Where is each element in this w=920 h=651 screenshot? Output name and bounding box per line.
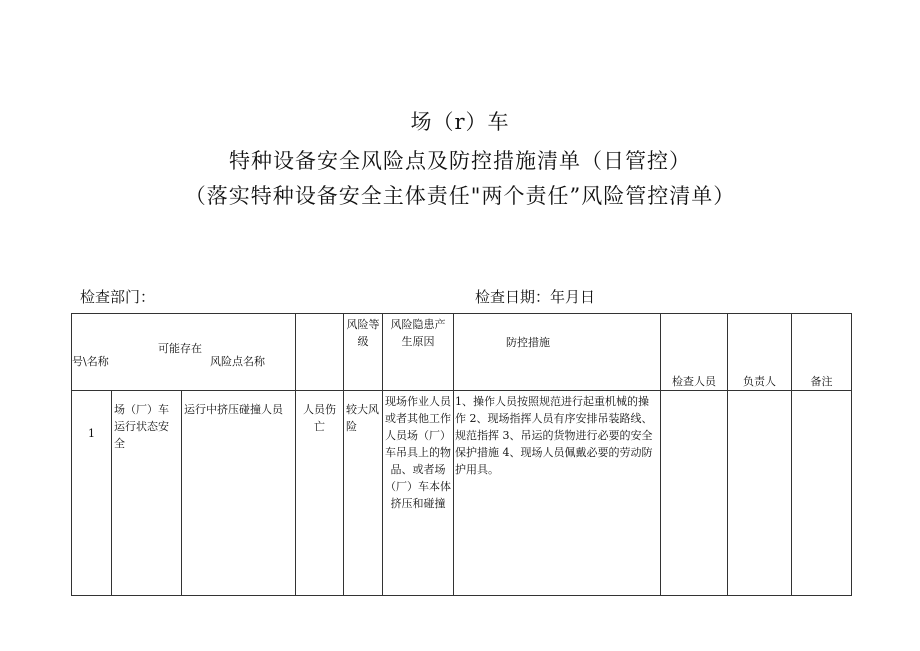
header-hazard-cause: 风险隐患产生原因: [383, 314, 454, 391]
row-risk-point: 运行中挤压碰撞人员: [182, 391, 296, 596]
document-title-line3: （落实特种设备安全主体责任"两个责任”风险管控清单）: [184, 184, 736, 208]
header-measures: 防控措施: [454, 314, 661, 391]
header-responsible: 负责人: [728, 314, 792, 391]
header-consequence-cell: [296, 314, 344, 391]
row-responsible: [728, 391, 792, 596]
row-no: 1: [72, 391, 112, 596]
row-inspector: [661, 391, 728, 596]
inspection-date-label: 检查日期：年月日: [475, 288, 596, 306]
header-inspector: 检查人员: [661, 314, 728, 391]
header-no-name-cell: [72, 314, 296, 391]
header-possible: 可能存在: [158, 342, 202, 355]
table-header-row: [72, 314, 852, 391]
document-title-line1: 场（r）车: [410, 110, 510, 134]
header-remarks: 备注: [792, 314, 852, 391]
row-remarks: [792, 391, 852, 596]
risk-control-table: [71, 313, 852, 596]
header-risk-point-name: 风险点名称: [210, 355, 265, 368]
table-row: [72, 391, 852, 596]
row-level: 较大风险: [344, 391, 383, 596]
document-title-line2: 特种设备安全风险点及防控措施清单（日管控）: [229, 149, 691, 173]
header-risk-level: 风险等级: [344, 314, 383, 391]
header-no-name: 号\名称: [72, 355, 109, 368]
row-name: 场（厂）车运行状态安全: [112, 391, 182, 596]
row-cause: 现场作业人员或者其他工作人员场（厂）车吊具上的物品、或者场（厂）车本体挤压和碰撞: [383, 391, 454, 596]
row-consequence: 人员伤亡: [296, 391, 344, 596]
row-measures: 1、操作人员按照规范进行起重机械的操作 2、现场指挥人员有序安排吊装路线、规范指挥 3、吊运的货物进行必要的安全保护措施 4、现场人员佩戴必要的劳动防护用具。: [454, 391, 661, 596]
inspection-department-label: 检查部门：: [80, 288, 156, 306]
